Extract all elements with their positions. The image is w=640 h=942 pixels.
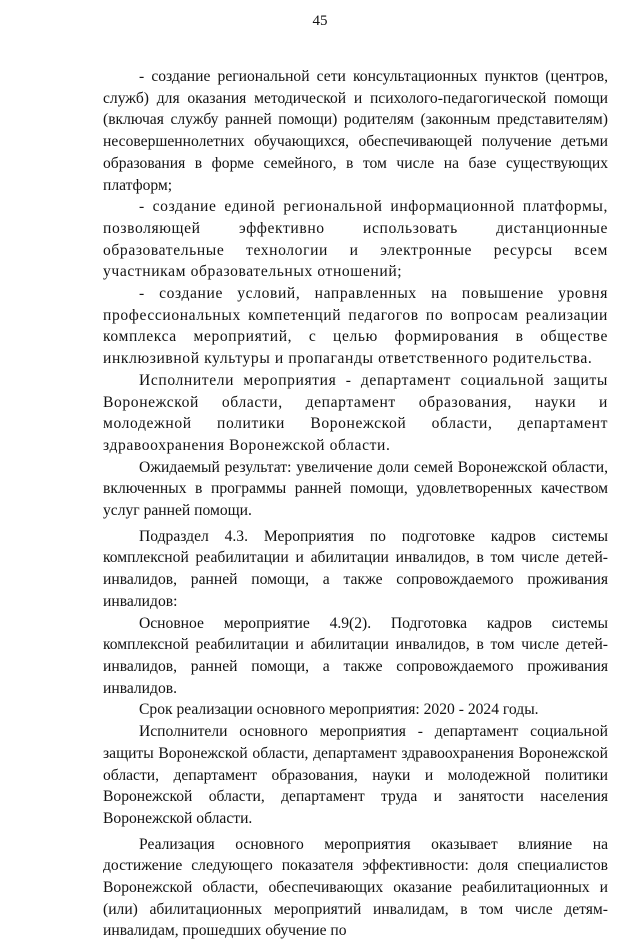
paragraph-implementation-period: Срок реализации основного мероприятия: 2020 - 2024 годы. xyxy=(139,701,539,719)
document-body xyxy=(103,66,608,942)
paragraph-subsection-4-3: Подраздел 4.3. Мероприятия по подготовке кадров системы комплексной реабилитации и абилитации инвалидов, в том числе детей-инвалидов, ранней помощи, а также сопровождаемого проживания инвалидов: xyxy=(103,527,608,610)
paragraph-teacher-competencies: - создание условий, направленных на повышение уровня профессиональных компетенций педагогов по вопросам реализации комплекса мероприятий, с целью формирования в обществе инклюзивной культуры и пропаганды ответственного родительства. xyxy=(103,285,608,368)
paragraph-consultation-network: - создание региональной сети консультационных пунктов (центров, служб) для оказания методической и психолого-педагогической помощи (включая службу ранней помощи) родителям (законным представителям) несовершеннолетних обучающихся, обеспечивающей получение детьми образования в форме семейного, в том числе на базе существующих платформ; xyxy=(103,68,608,194)
paragraph-information-platform: - создание единой региональной информационной платформы, позволяющей эффективно использовать дистанционные образовательные технологии и электронные ресурсы всем участникам образовательных отношений; xyxy=(103,198,608,281)
paragraph-main-executors: Исполнители основного мероприятия - департамент социальной защиты Воронежской области, департамент здравоохранения Воронежской области, департамент образования, науки и молодежной политики Воронежской области, департамент труда и занятости населения Воронежской области. xyxy=(103,723,608,827)
paragraph-main-activity-4-9: Основное мероприятие 4.9(2). Подготовка кадров системы комплексной реабилитации и абилитации инвалидов, в том числе детей-инвалидов, ранней помощи, а также сопровождаемого проживания инвалидов. xyxy=(103,614,608,697)
paragraph-executors: Исполнители мероприятия - департамент социальной защиты Воронежской области, департамент образования, науки и молодежной политики Воронежской области, департамент здравоохранения Воронежской области. xyxy=(103,371,608,454)
paragraph-efficiency-indicator: Реализация основного мероприятия оказывает влияние на достижение следующего показателя эффективности: доля специалистов Воронежской области, обеспечивающих оказание реабилитационных и (или) абилитационных мероприятий инвалидам, в том числе детям-инвалидам, прошедших обучение по xyxy=(103,835,608,940)
page-number: 45 xyxy=(312,13,328,29)
paragraph-expected-result: Ожидаемый результат: увеличение доли семей Воронежской области, включенных в программы ранней помощи, удовлетворенных качеством услуг ранней помощи. xyxy=(103,458,608,520)
